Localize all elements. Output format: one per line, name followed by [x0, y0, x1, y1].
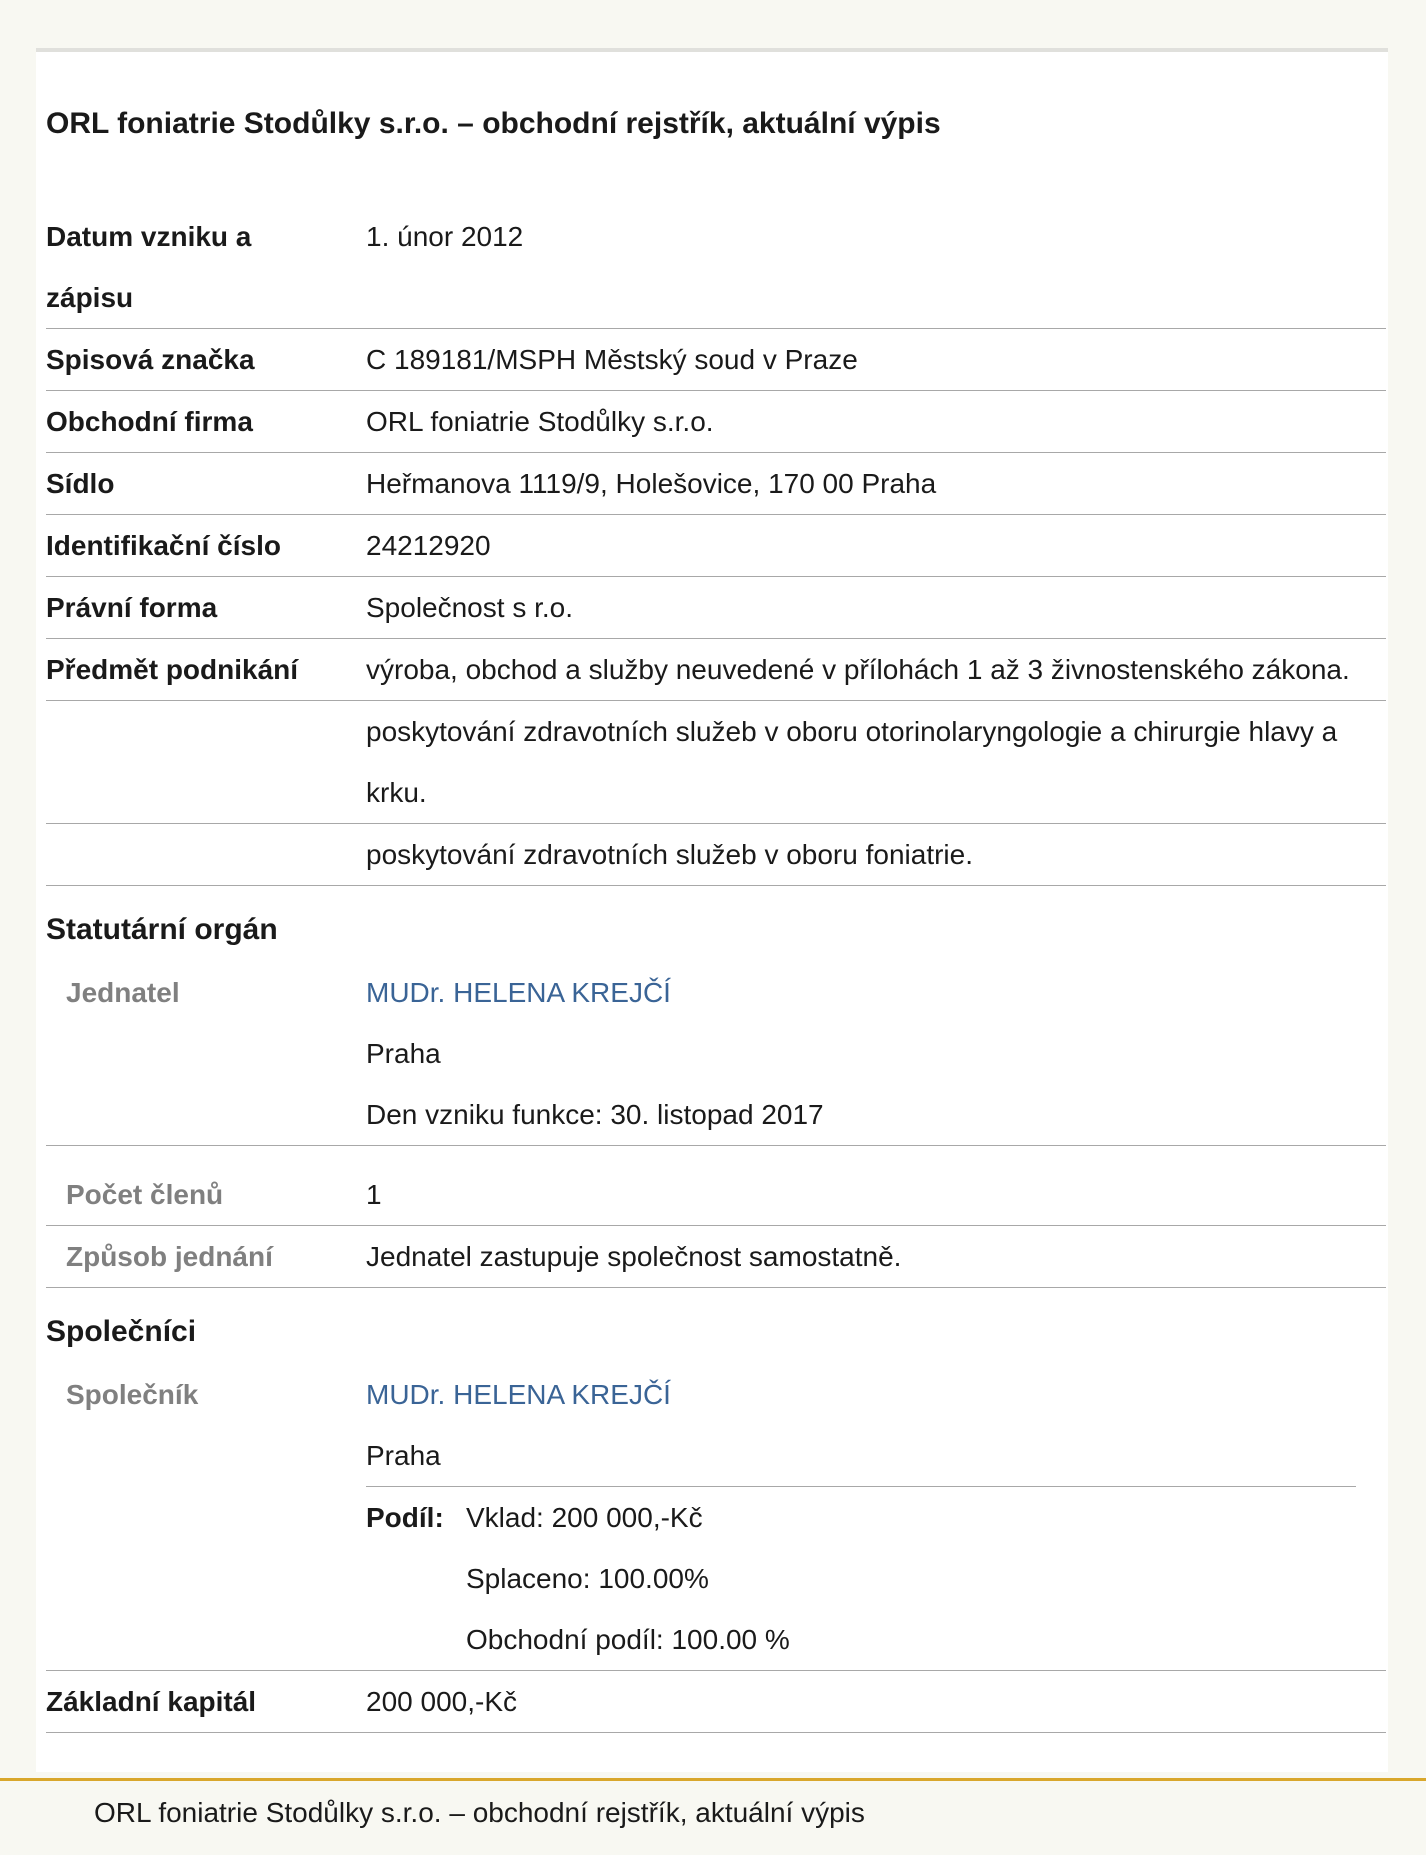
row-firma	[46, 391, 1386, 453]
sidlo-label: Sídlo	[46, 468, 115, 499]
row-ico	[46, 515, 1386, 577]
podil-vklad: Vklad: 200 000,-Kč	[466, 1502, 703, 1533]
kapital-value: 200 000,-Kč	[366, 1686, 517, 1717]
page-footer	[0, 1778, 1426, 1855]
jednatel-since: Den vzniku funkce: 30. listopad 2017	[366, 1099, 824, 1130]
jednatel-value	[366, 962, 1386, 1145]
predmet-value-1: výroba, obchod a služby neuvedené v přílohách 1 až 3 živnostenského zákona.	[366, 654, 1350, 685]
row-zpusob	[46, 1226, 1386, 1288]
row-spolecnik	[46, 1364, 1386, 1671]
spis-label: Spisová značka	[46, 344, 255, 375]
ico-label: Identifikační číslo	[46, 530, 281, 561]
jednatel-label: Jednatel	[66, 977, 180, 1008]
podil-label: Podíl:	[366, 1502, 444, 1533]
podil-obchodni: Obchodní podíl: 100.00 %	[466, 1624, 790, 1655]
section-statutarni-title: Statutární orgán	[46, 913, 278, 946]
spis-value: C 189181/MSPH Městský soud v Praze	[366, 344, 858, 375]
row-datum	[46, 206, 1386, 329]
firma-value: ORL foniatrie Stodůlky s.r.o.	[366, 406, 714, 437]
footer-text: ORL foniatrie Stodůlky s.r.o. – obchodní rejstřík, aktuální výpis	[94, 1797, 865, 1828]
podil-splaceno: Splaceno: 100.00%	[466, 1563, 709, 1594]
predmet-value-3: poskytování zdravotních služeb v oboru foniatrie.	[366, 839, 974, 870]
forma-label: Právní forma	[46, 592, 218, 623]
register-card	[36, 48, 1388, 1772]
jednatel-city: Praha	[366, 1038, 441, 1069]
pocet-label: Počet členů	[66, 1179, 224, 1210]
jednatel-name-link[interactable]: MUDr. HELENA KREJČÍ	[366, 977, 671, 1008]
spolecnik-label: Společník	[66, 1379, 199, 1410]
row-kapital	[46, 1671, 1386, 1733]
firma-label: Obchodní firma	[46, 406, 253, 437]
row-predmet-1	[46, 639, 1386, 701]
podil-block	[366, 1486, 1356, 1670]
section-spolecnici-title: Společníci	[46, 1315, 197, 1348]
forma-value: Společnost s r.o.	[366, 592, 574, 623]
predmet-label: Předmět podnikání	[46, 654, 299, 685]
podil-values	[466, 1487, 790, 1670]
predmet-value-2: poskytování zdravotních služeb v oboru otorinolaryngologie a chirurgie hlavy a krku.	[366, 716, 1338, 808]
datum-value: 1. únor 2012	[366, 221, 524, 252]
zpusob-label: Způsob jednání	[66, 1241, 273, 1272]
predmet-label-empty	[46, 701, 366, 823]
ico-value: 24212920	[366, 530, 491, 561]
register-table	[46, 206, 1386, 1733]
row-predmet-3	[46, 824, 1386, 886]
sidlo-value: Heřmanova 1119/9, Holešovice, 170 00 Praha	[366, 468, 937, 499]
row-pocet	[46, 1146, 1386, 1226]
row-forma	[46, 577, 1386, 639]
predmet-label-empty	[46, 824, 366, 885]
row-jednatel	[46, 962, 1386, 1146]
row-sidlo	[46, 453, 1386, 515]
page-title: ORL foniatrie Stodůlky s.r.o. – obchodní rejstřík, aktuální výpis	[46, 107, 941, 140]
zpusob-value: Jednatel zastupuje společnost samostatně.	[366, 1241, 902, 1272]
kapital-label: Základní kapitál	[46, 1686, 257, 1717]
spolecnik-name-link[interactable]: MUDr. HELENA KREJČÍ	[366, 1379, 671, 1410]
pocet-value: 1	[366, 1179, 382, 1210]
row-spis	[46, 329, 1386, 391]
datum-label: Datum vzniku a zápisu	[46, 221, 252, 313]
row-predmet-2	[46, 701, 1386, 824]
spolecnik-city: Praha	[366, 1440, 441, 1471]
spolecnik-value	[366, 1364, 1386, 1670]
